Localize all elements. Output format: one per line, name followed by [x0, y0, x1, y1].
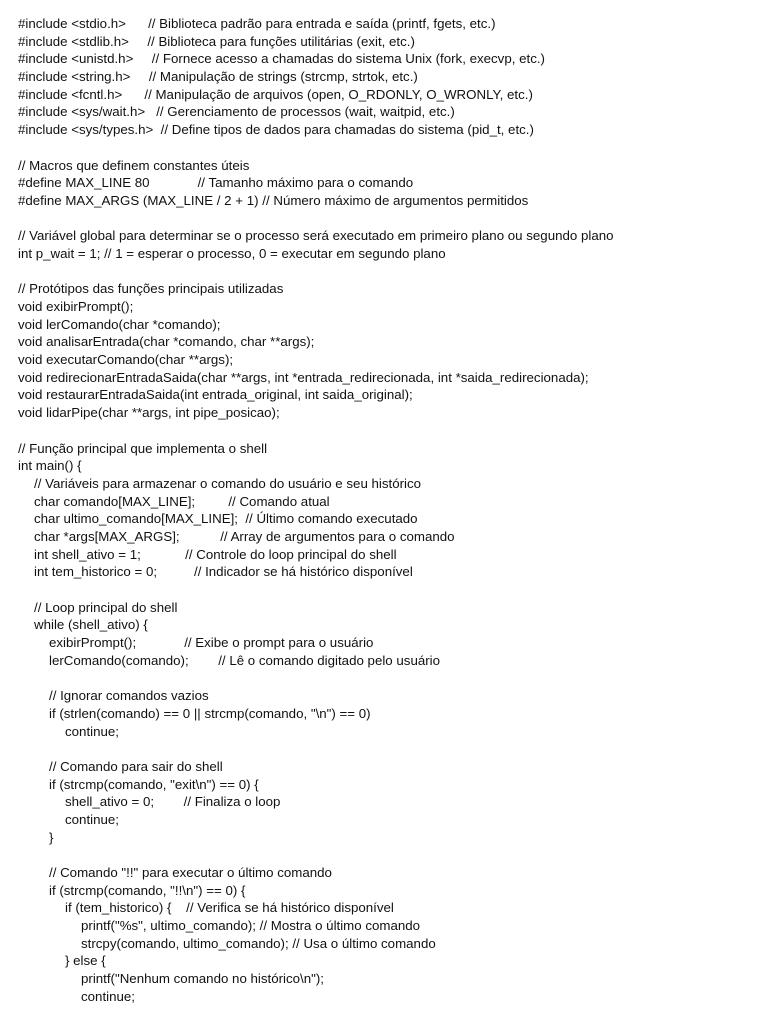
code-line: // Loop principal do shell	[34, 599, 178, 615]
code-line: #include <string.h> // Manipulação de strings (strcmp, strtok, etc.)	[18, 69, 418, 85]
code-line: if (strlen(comando) == 0 || strcmp(comando, "\n") == 0)	[49, 705, 371, 721]
code-listing	[18, 15, 758, 1006]
code-line: } else {	[65, 953, 106, 969]
code-line: printf("Nenhum comando no histórico\n");	[81, 971, 324, 987]
code-line: if (strcmp(comando, "exit\n") == 0) {	[49, 776, 259, 792]
code-line: // Macros que definem constantes úteis	[18, 157, 250, 173]
code-line: #include <stdlib.h> // Biblioteca para funções utilitárias (exit, etc.)	[18, 33, 415, 49]
code-line: continue;	[81, 988, 135, 1004]
code-line: // Comando "!!" para executar o último comando	[49, 865, 332, 880]
code-line: #define MAX_LINE 80 // Tamanho máximo para o comando	[18, 175, 414, 191]
code-line: #include <fcntl.h> // Manipulação de arquivos (open, O_RDONLY, O_WRONLY, etc.)	[18, 86, 533, 102]
code-line: void lerComando(char *comando);	[18, 316, 221, 332]
code-line: #define MAX_ARGS (MAX_LINE / 2 + 1) // Número máximo de argumentos permitidos	[18, 192, 529, 208]
code-line: int main() {	[18, 458, 82, 474]
code-line: void exibirPrompt();	[18, 299, 134, 314]
code-line: void lidarPipe(char **args, int pipe_posicao);	[18, 405, 280, 421]
code-line: char comando[MAX_LINE]; // Comando atual	[34, 493, 330, 509]
code-line: exibirPrompt(); // Exibe o prompt para o usuário	[49, 635, 374, 651]
code-line: // Comando para sair do shell	[49, 758, 223, 774]
code-line: continue;	[65, 723, 119, 739]
code-line: if (tem_historico) { // Verifica se há histórico disponível	[65, 900, 394, 916]
code-line: #include <sys/types.h> // Define tipos de dados para chamadas do sistema (pid_t, etc.)	[18, 122, 534, 138]
blank-line	[18, 139, 758, 157]
code-line: // Variável global para determinar se o processo será executado em primeiro plano ou segundo plano	[18, 228, 614, 244]
code-line: }	[49, 829, 54, 845]
code-line: while (shell_ativo) {	[34, 617, 148, 633]
code-line: lerComando(comando); // Lê o comando digitado pelo usuário	[49, 652, 441, 668]
code-line: #include <sys/wait.h> // Gerenciamento de processos (wait, waitpid, etc.)	[18, 104, 455, 120]
code-line: int p_wait = 1; // 1 = esperar o processo, 0 = executar em segundo plano	[18, 245, 446, 261]
blank-line	[18, 581, 758, 599]
code-line: continue;	[65, 811, 119, 827]
blank-line	[18, 846, 758, 864]
code-line: int shell_ativo = 1; // Controle do loop principal do shell	[34, 546, 397, 562]
code-line: void redirecionarEntradaSaida(char **args, int *entrada_redirecionada, int *saida_redirecionada);	[18, 369, 589, 385]
code-line: strcpy(comando, ultimo_comando); // Usa o último comando	[81, 935, 436, 951]
code-line: int tem_historico = 0; // Indicador se há histórico disponível	[34, 564, 413, 580]
code-line: shell_ativo = 0; // Finaliza o loop	[65, 794, 281, 810]
code-line: void analisarEntrada(char *comando, char **args);	[18, 334, 315, 350]
code-line: if (strcmp(comando, "!!\n") == 0) {	[49, 882, 246, 898]
blank-line	[18, 263, 758, 281]
code-line: char *args[MAX_ARGS]; // Array de argumentos para o comando	[34, 528, 455, 544]
code-line: #include <stdio.h> // Biblioteca padrão para entrada e saída (printf, fgets, etc.)	[18, 16, 496, 31]
code-line: // Protótipos das funções principais utilizadas	[18, 281, 284, 297]
blank-line	[18, 422, 758, 440]
blank-line	[18, 669, 758, 687]
code-line: // Função principal que implementa o shell	[18, 440, 268, 456]
code-line: #include <unistd.h> // Fornece acesso a chamadas do sistema Unix (fork, execvp, etc.)	[18, 51, 545, 67]
blank-line	[18, 210, 758, 228]
code-line: // Ignorar comandos vazios	[49, 688, 209, 704]
blank-line	[18, 740, 758, 758]
code-line: // Variáveis para armazenar o comando do usuário e seu histórico	[34, 475, 422, 491]
code-line: printf("%s", ultimo_comando); // Mostra o último comando	[81, 918, 421, 934]
code-line: void restaurarEntradaSaida(int entrada_original, int saida_original);	[18, 387, 413, 403]
code-line: void executarComando(char **args);	[18, 352, 234, 368]
code-line: char ultimo_comando[MAX_LINE]; // Último comando executado	[34, 511, 418, 527]
